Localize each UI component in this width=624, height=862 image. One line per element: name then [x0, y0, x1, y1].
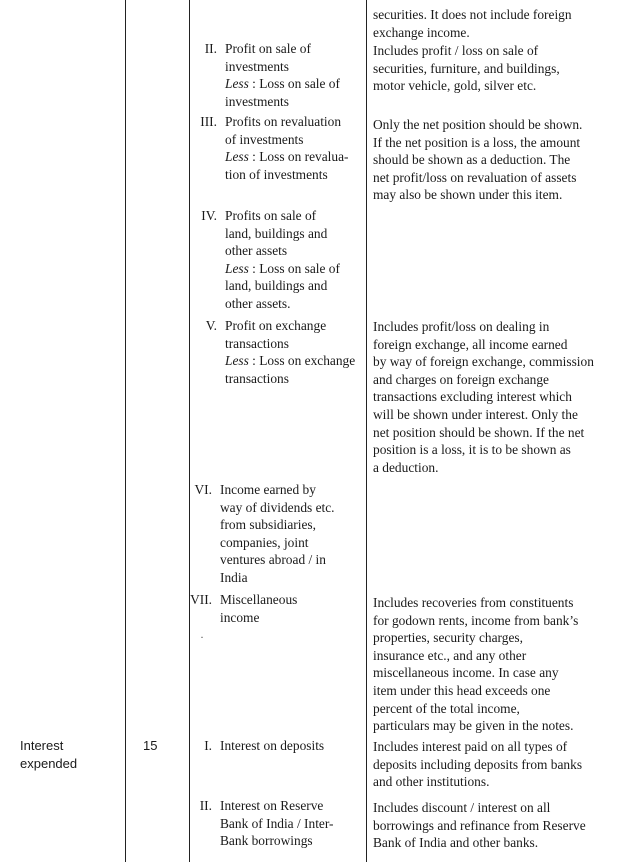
item-line: of investments — [225, 131, 304, 147]
description-line: Includes discount / interest on all — [373, 800, 551, 815]
less-label: Less — [225, 353, 249, 369]
description-line: item under this head exceeds one — [373, 682, 551, 698]
description-line: insurance etc., and any other — [373, 647, 527, 663]
item-title — [225, 113, 349, 183]
description-line: Includes interest paid on all types of — [373, 739, 568, 754]
item-line: tion of investments — [225, 166, 328, 182]
description-line: exchange income. — [373, 24, 470, 40]
item-line — [225, 352, 355, 370]
group-label — [20, 737, 77, 772]
item-line: investments — [225, 93, 289, 109]
item-line: Bank of India / Inter- — [220, 815, 334, 831]
item-description — [373, 42, 621, 95]
item-numeral: V. — [205, 318, 217, 333]
less-label: Less — [225, 260, 249, 276]
less-text: : Loss on exchange — [248, 353, 356, 369]
column-rule-3 — [366, 0, 367, 862]
item-line: land, buildings and — [225, 278, 328, 294]
item-numeral: II. — [199, 798, 212, 813]
item-line: India — [220, 569, 248, 585]
item-line: transactions — [225, 335, 289, 351]
description-line: Includes profit/loss on dealing in — [373, 319, 550, 334]
item-line: other assets — [225, 243, 288, 259]
item-line: investments — [225, 58, 289, 74]
item-line: income — [220, 609, 260, 625]
description-line: percent of the total income, — [373, 700, 520, 716]
item-numeral: IV. — [201, 208, 217, 223]
item-line: land, buildings and — [225, 225, 328, 241]
description-line: net position should be shown. If the net — [373, 424, 585, 440]
description-line: Bank of India and other banks. — [373, 835, 539, 851]
description-line: a deduction. — [373, 459, 439, 475]
item-line: Interest on Reserve — [220, 798, 324, 813]
item-line: Profit on exchange — [225, 318, 327, 333]
item-line — [225, 260, 340, 278]
item-line: transactions — [225, 370, 289, 386]
item-description — [373, 738, 621, 791]
item-title — [225, 40, 340, 110]
description-line: for godown rents, income from bank’s — [373, 612, 579, 628]
item-line: Profit on sale of — [225, 41, 311, 56]
item-line: companies, joint — [220, 534, 309, 550]
description-line: position is a loss, it is to be shown as — [373, 442, 571, 458]
item-title — [225, 317, 355, 387]
item-title — [220, 797, 334, 850]
description-line: will be shown under interest. Only the — [373, 406, 578, 422]
description-line: transactions excluding interest which — [373, 389, 572, 405]
description-line: net profit/loss on revaluation of assets — [373, 169, 577, 185]
description-line: and charges on foreign exchange — [373, 371, 549, 387]
item-line: Profits on revaluation — [225, 114, 342, 129]
item-description — [373, 799, 621, 852]
less-text: : Loss on revalua- — [248, 149, 349, 165]
item-line — [225, 148, 349, 166]
description-line: may also be shown under this item. — [373, 187, 563, 203]
group-label-line: expended — [20, 755, 78, 771]
description-line: by way of foreign exchange, commission — [373, 354, 594, 370]
column-rule-1 — [125, 0, 126, 862]
item-line: other assets. — [225, 295, 291, 311]
description-line: deposits including deposits from banks — [373, 756, 583, 772]
item-title — [220, 591, 297, 626]
item-line: way of dividends etc. — [220, 499, 335, 515]
description-line: securities, furniture, and buildings, — [373, 60, 560, 76]
description-line: Includes recoveries from constituents — [373, 595, 574, 610]
item-line: ventures abroad / in — [220, 552, 326, 568]
item-description — [373, 594, 621, 735]
item-line — [225, 75, 340, 93]
description-line: borrowings and refinance from Reserve — [373, 817, 586, 833]
description-line: If the net position is a loss, the amount — [373, 134, 581, 150]
less-label: Less — [225, 76, 249, 92]
description-line: particulars may be given in the notes. — [373, 718, 574, 734]
description-line: foreign exchange, all income earned — [373, 336, 568, 352]
item-line: Bank borrowings — [220, 833, 313, 849]
item-title — [225, 207, 340, 313]
description-line: securities. It does not include foreign — [373, 7, 572, 22]
item-line: Interest on deposits — [220, 738, 325, 753]
stray-mark: · — [200, 630, 204, 644]
description-line: should be shown as a deduction. The — [373, 152, 571, 168]
item-numeral: III. — [200, 114, 217, 129]
item-line: Income earned by — [220, 482, 316, 497]
description-line: motor vehicle, gold, silver etc. — [373, 78, 537, 94]
description-line: Includes profit / loss on sale of — [373, 43, 539, 58]
group-number: 15 — [143, 738, 158, 753]
item-numeral: VI. — [194, 482, 212, 497]
item-line: Miscellaneous — [220, 592, 298, 607]
item-line: Profits on sale of — [225, 208, 317, 223]
group-label-line: Interest — [20, 738, 64, 753]
description-line: miscellaneous income. In case any — [373, 665, 559, 681]
item-line: from subsidiaries, — [220, 517, 316, 533]
top-description — [373, 6, 621, 41]
item-title — [220, 737, 324, 755]
less-text: : Loss on sale of — [248, 260, 340, 276]
description-line: and other institutions. — [373, 774, 490, 790]
item-description — [373, 116, 621, 204]
item-numeral: VII. — [190, 592, 212, 607]
less-text: : Loss on sale of — [248, 76, 340, 92]
description-line: properties, security charges, — [373, 630, 523, 646]
item-numeral: I. — [204, 738, 212, 753]
less-label: Less — [225, 149, 249, 165]
description-line: Only the net position should be shown. — [373, 117, 583, 132]
item-title — [220, 481, 335, 587]
item-description — [373, 318, 621, 476]
item-numeral: II. — [204, 41, 217, 56]
